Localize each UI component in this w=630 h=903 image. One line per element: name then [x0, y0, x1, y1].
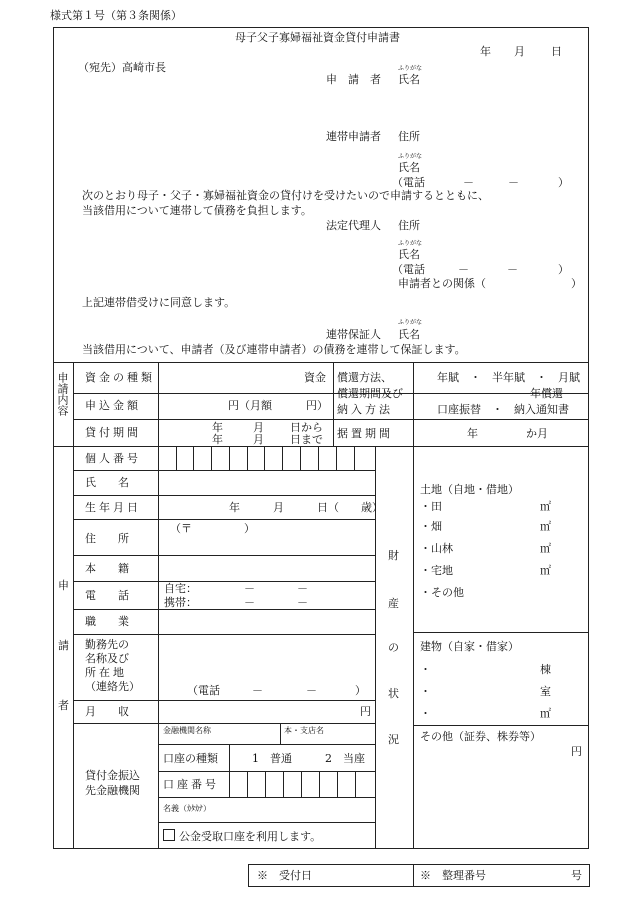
- joint-address: 住所: [398, 130, 420, 143]
- branch-label: 本・支店名: [284, 726, 324, 735]
- building-item-2-unit: 室: [540, 685, 551, 698]
- land-item-residential-unit: ㎡: [540, 564, 551, 577]
- bank-name-label: 金融機関名称: [163, 726, 211, 735]
- declaration-line-1: 次のとおり母子・父子・寡婦福祉資金の貸付けを受けたいので申請するとともに、: [82, 189, 489, 202]
- applicant-section-char-2: 請: [58, 639, 69, 652]
- received-label: ※ 受付日: [257, 869, 312, 882]
- date-year: 年: [480, 45, 491, 58]
- bank-label-2: 先金融機関: [85, 784, 140, 797]
- phone-label: 電 話: [85, 589, 129, 602]
- joint-role: 連帯申請者: [326, 130, 381, 143]
- repay-options-1: 年賦 ・ 半年賦 ・ 月賦: [437, 371, 580, 384]
- joint-name: 氏名: [398, 161, 420, 174]
- work-label-1: 勤務先の: [85, 638, 129, 651]
- public-account-checkbox[interactable]: [163, 829, 175, 841]
- building-item-2: ・: [420, 685, 431, 698]
- joint-phone-open: （電話: [392, 176, 425, 189]
- birth-label: 生年月日: [85, 501, 141, 514]
- land-item-other: ・その他: [420, 586, 464, 599]
- consent-text: 上記連帯借受けに同意します。: [82, 296, 236, 309]
- fund-type-suffix: 資金: [304, 371, 326, 384]
- work-phone-dash-2: －: [306, 684, 317, 697]
- date-day: 日: [551, 45, 562, 58]
- period-year-1: 年: [212, 421, 223, 434]
- public-account-option[interactable]: [163, 829, 321, 842]
- applicant-ruby: ふりがな: [398, 65, 423, 72]
- legal-phone-open: （電話: [392, 263, 425, 276]
- my-number-label: 個人番号: [85, 452, 141, 465]
- legal-relation: 申請者との関係（: [398, 277, 486, 290]
- zip-close: ）: [244, 522, 255, 535]
- name-label: 氏 名: [85, 476, 129, 489]
- land-item-residential: ・宅地: [420, 564, 453, 577]
- job-label: 職 業: [85, 615, 129, 628]
- land-item-paddy: ・田: [420, 500, 442, 513]
- joint-phone-close: ）: [558, 176, 569, 189]
- number-suffix: 号: [571, 869, 582, 882]
- assets-section-char-3: の: [388, 641, 399, 654]
- land-heading: 土地（自地・借地）: [420, 483, 519, 496]
- repay-label-3: 納入方法: [337, 403, 393, 416]
- period-to: 日まで: [290, 433, 323, 446]
- form-number: 様式第１号（第３条関係）: [50, 9, 182, 22]
- legal-relation-close: ）: [571, 277, 582, 290]
- legal-ruby: ふりがな: [398, 240, 423, 247]
- income-yen: 円: [360, 705, 371, 718]
- applicant-name-label: 氏名: [398, 73, 420, 86]
- fund-type-label: 資金の種類: [85, 371, 155, 384]
- mobile-phone-label: 携帯：: [164, 596, 197, 609]
- land-item-forest-unit: ㎡: [540, 542, 551, 555]
- period-from: 日から: [290, 421, 323, 434]
- form-title: 母子父子寡婦福祉資金貸付申請書: [235, 31, 400, 44]
- other-assets-yen: 円: [571, 745, 582, 758]
- work-label-3: 所在地: [85, 666, 127, 679]
- work-label-2: 名称及び: [85, 652, 129, 665]
- joint-phone-dash-1: －: [463, 176, 474, 189]
- public-account-text: 公金受取口座を利用します。: [179, 830, 322, 843]
- holder-label: 名義（ｶﾀｶﾅ）: [163, 804, 211, 813]
- land-item-paddy-unit: ㎡: [540, 500, 551, 513]
- number-label: ※ 整理番号: [420, 869, 486, 882]
- addressee: （宛先）高崎市長: [78, 61, 166, 74]
- assets-section-char-4: 状: [388, 687, 399, 700]
- building-item-1: ・: [420, 663, 431, 676]
- account-number-label: 口座番号: [163, 778, 219, 791]
- building-heading: 建物（自家・借家）: [420, 640, 519, 653]
- joint-phone-dash-2: －: [508, 176, 519, 189]
- legal-role: 法定代理人: [326, 219, 381, 232]
- land-item-field-unit: ㎡: [540, 520, 551, 533]
- building-item-3-unit: ㎡: [540, 707, 551, 720]
- period-year-2: 年: [212, 433, 223, 446]
- guarantor-ruby: ふりがな: [398, 319, 423, 326]
- period-month-2: 月: [253, 433, 264, 446]
- repay-options-3: 口座振替 ・ 納入通知書: [437, 403, 569, 416]
- home-phone-dash-2: －: [297, 582, 308, 595]
- mobile-phone-dash-1: －: [244, 596, 255, 609]
- legal-phone-dash-2: －: [507, 263, 518, 276]
- guarantee-text: 当該借用について、申請者（及び連帯申請者）の債務を連帯して保証します。: [82, 343, 466, 356]
- declaration-line-2: 当該借用について連帯して債務を負担します。: [82, 204, 312, 217]
- domicile-label: 本 籍: [85, 562, 129, 575]
- work-phone-open: （電話: [187, 684, 220, 697]
- building-item-3: ・: [420, 707, 431, 720]
- legal-phone-close: ）: [558, 263, 569, 276]
- period-label: 貸付期間: [85, 426, 141, 439]
- assets-section-char-2: 産: [388, 597, 399, 610]
- mobile-phone-dash-2: －: [297, 596, 308, 609]
- applicant-section-char-3: 者: [58, 699, 69, 712]
- work-label-4: （連絡先）: [85, 680, 140, 693]
- date-month: 月: [514, 45, 525, 58]
- address-label: 住 所: [85, 532, 129, 545]
- repay-options-2: 年償還: [530, 387, 563, 400]
- legal-address: 住所: [398, 219, 420, 232]
- home-phone-dash-1: －: [244, 582, 255, 595]
- grace-year: 年: [467, 427, 478, 440]
- legal-name: 氏名: [398, 248, 420, 261]
- work-phone-close: ）: [355, 684, 366, 697]
- amount-label: 申込金額: [85, 399, 141, 412]
- joint-ruby: ふりがな: [398, 153, 423, 160]
- grace-label: 据置期間: [337, 427, 393, 440]
- work-phone-dash-1: －: [252, 684, 263, 697]
- zip-open: （〒: [170, 522, 192, 535]
- applicant-role: 申 請 者: [326, 73, 381, 86]
- legal-phone-dash-1: －: [458, 263, 469, 276]
- assets-section-char-1: 財: [388, 549, 399, 562]
- grace-month: か月: [526, 427, 548, 440]
- account-type-label: 口座の種類: [163, 752, 218, 765]
- amount-text: 円（月額: [228, 399, 272, 412]
- applicant-section-char-1: 申: [58, 579, 69, 592]
- bank-label-1: 貸付金振込: [85, 769, 140, 782]
- building-item-1-unit: 棟: [540, 663, 551, 676]
- guarantor-role: 連帯保証人: [326, 328, 381, 341]
- period-month-1: 月: [253, 421, 264, 434]
- land-item-forest: ・山林: [420, 542, 453, 555]
- amount-end: 円）: [306, 399, 328, 412]
- land-item-field: ・畑: [420, 520, 442, 533]
- other-assets-heading: その他（証券、株券等）: [420, 730, 541, 743]
- loan-section-label: 申請内容: [56, 372, 69, 416]
- account-type-options: 1 普通 2 当座: [252, 752, 365, 765]
- assets-section-char-5: 況: [388, 733, 399, 746]
- repay-label-1: 償還方法、: [337, 371, 392, 384]
- income-label: 月 収: [85, 705, 129, 718]
- home-phone-label: 自宅：: [164, 582, 197, 595]
- repay-label-2: 償還期間及び: [337, 387, 403, 400]
- birth-text: 年 月 日（ 歳）: [229, 501, 383, 514]
- guarantor-name: 氏名: [398, 328, 420, 341]
